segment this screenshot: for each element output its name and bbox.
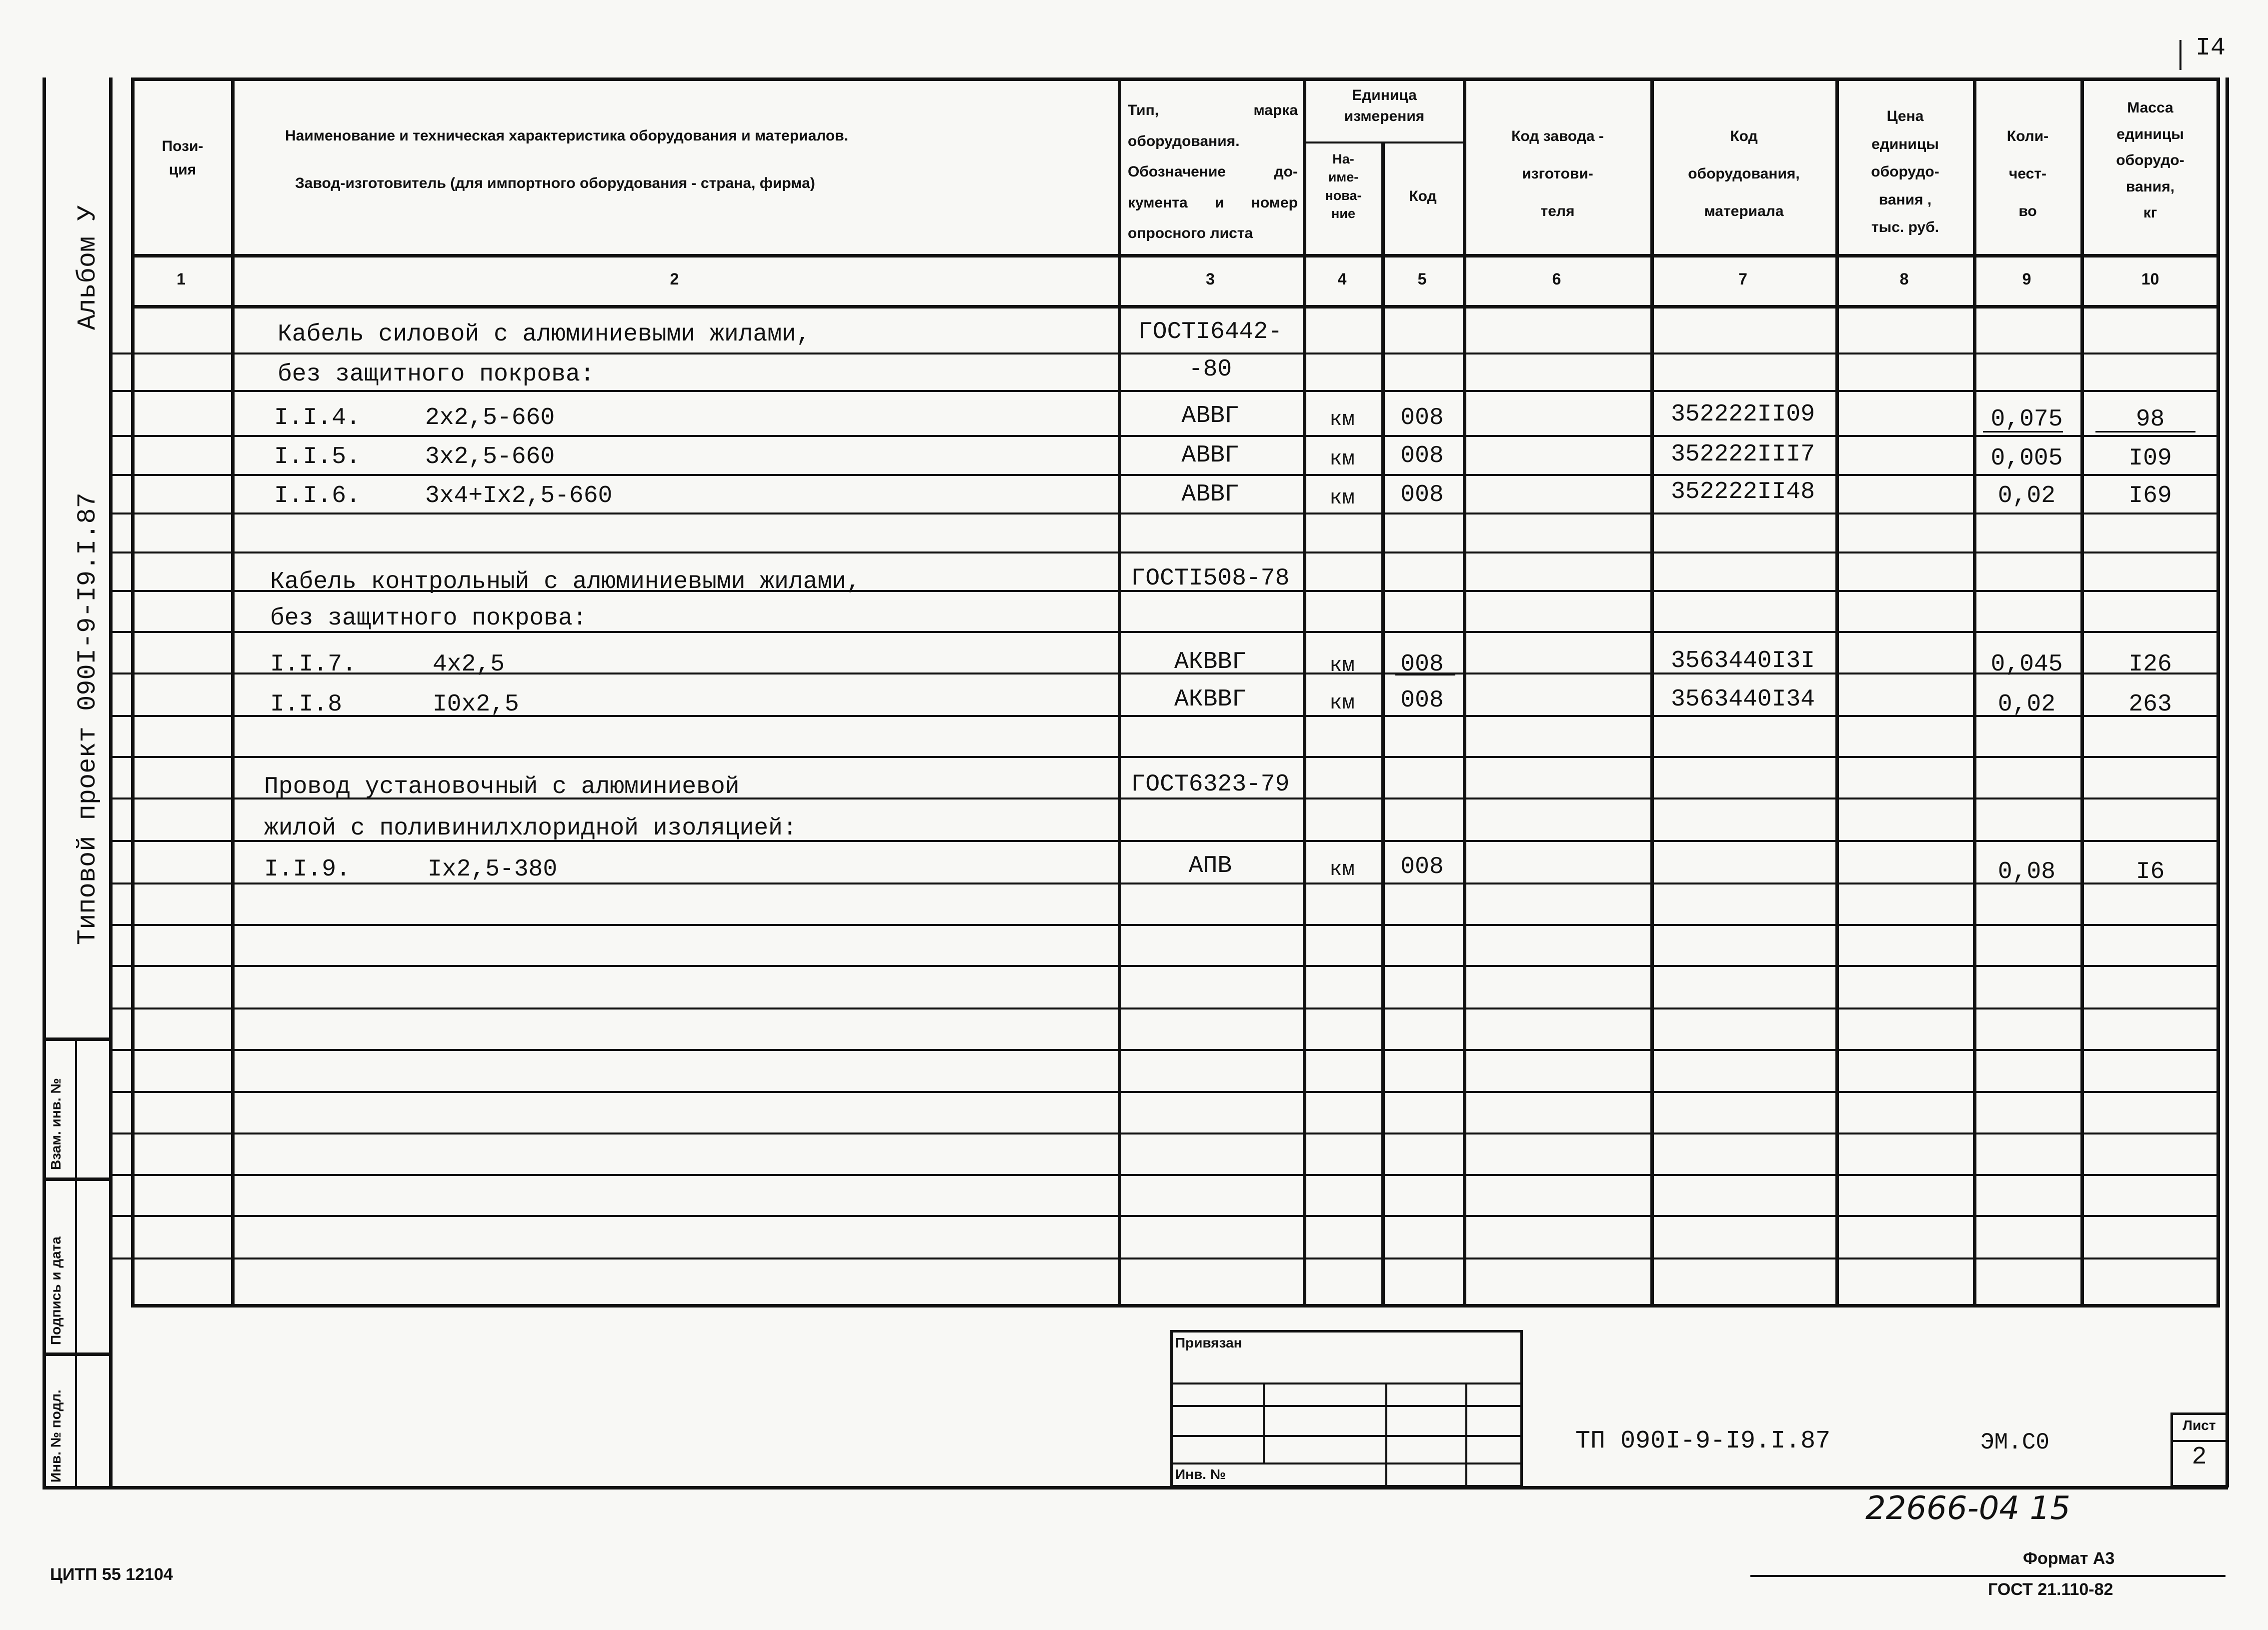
header-unit-code: Код bbox=[1409, 188, 1437, 204]
table-row-line bbox=[109, 715, 2220, 717]
row-equipment-code: 3563440I3I bbox=[1670, 648, 1815, 674]
col-line-7 bbox=[1835, 78, 1839, 1308]
inv-label: Инв. № bbox=[1175, 1466, 1226, 1482]
stamp-label-replace-inv: Взам. инв. № bbox=[48, 1078, 64, 1170]
row-quantity: 0,075 bbox=[1990, 406, 2063, 433]
table-row-line bbox=[109, 512, 2220, 514]
table-row-line bbox=[109, 756, 2220, 758]
row-unit-code: 008 bbox=[1400, 404, 1444, 432]
row-mass: 263 bbox=[2128, 691, 2172, 718]
col-num-5: 5 bbox=[1417, 270, 1427, 288]
row-quantity: 0,08 bbox=[1997, 858, 2056, 886]
row-name: жилой с поливинилхлоридной изоляцией: bbox=[264, 815, 797, 842]
col-num-7: 7 bbox=[1738, 270, 1747, 288]
table-row-line bbox=[109, 1049, 2220, 1051]
table-row-line bbox=[109, 965, 2220, 967]
row-name: 3x2,5-660 bbox=[425, 444, 555, 470]
row-unit-code: 008 bbox=[1400, 482, 1444, 508]
row-position: I.I.4. bbox=[274, 404, 361, 432]
row-equipment-code: 3563440I34 bbox=[1670, 686, 1815, 713]
row-unit-code: 008 bbox=[1400, 854, 1444, 880]
stamp-label-original-inv: Инв. № подл. bbox=[48, 1390, 64, 1482]
unit-group-divider bbox=[1305, 142, 1465, 144]
footer-line bbox=[1750, 1575, 2225, 1577]
row-unit: км bbox=[1329, 654, 1355, 678]
table-row-line bbox=[109, 552, 2220, 554]
table-row-line bbox=[109, 1258, 2220, 1260]
header-name-line1: Наименование и техническая характеристика оборудования и материалов. bbox=[285, 128, 849, 144]
footer-left-code: ЦИТП 55 12104 bbox=[50, 1565, 173, 1584]
doc-mark: ЭМ.С0 bbox=[1980, 1430, 2050, 1456]
row-unit: км bbox=[1329, 858, 1355, 882]
col-num-10: 10 bbox=[2141, 270, 2159, 288]
column-number-divider bbox=[131, 305, 2220, 308]
row-type: АПВ bbox=[1188, 852, 1232, 880]
row-equipment-code: 352222II48 bbox=[1670, 478, 1815, 506]
format-label: Формат А3 bbox=[2023, 1549, 2115, 1568]
table-row-line bbox=[109, 352, 2220, 354]
row-unit-code: 008 bbox=[1400, 687, 1444, 714]
code-underline bbox=[1395, 674, 1455, 676]
row-type: АВВГ bbox=[1181, 402, 1239, 430]
row-mass: I26 bbox=[2128, 651, 2172, 678]
row-type: ГОСТ6323-79 bbox=[1131, 771, 1290, 798]
row-name: Провод установочный с алюминиевой bbox=[264, 774, 740, 800]
stamp-inner-line bbox=[75, 1038, 77, 1488]
row-unit: км bbox=[1329, 486, 1355, 510]
header-unit-name: На- име- нова- ние bbox=[1325, 152, 1362, 222]
row-name: Кабель контрольный с алюминиевыми жилами, bbox=[270, 568, 861, 596]
row-mass: I6 bbox=[2135, 858, 2165, 886]
row-name: 3x4+Ix2,5-660 bbox=[425, 482, 613, 510]
sheet-number: 2 bbox=[2191, 1443, 2207, 1472]
row-position: I.I.8 bbox=[270, 691, 343, 718]
sheet-corner-number: I4 bbox=[2195, 34, 2226, 62]
header-factory-code: Код завода - изготови- теля bbox=[1511, 128, 1604, 220]
bottom-frame-line bbox=[43, 1486, 2228, 1490]
row-type: ГОСТI6442- bbox=[1138, 318, 1283, 346]
corner-mark bbox=[2179, 40, 2181, 70]
row-unit: км bbox=[1329, 447, 1355, 471]
header-position: Пози- ция bbox=[162, 138, 204, 178]
table-row-line bbox=[109, 474, 2220, 476]
table-row-line bbox=[109, 435, 2220, 437]
header-unit-group: Единица измерения bbox=[1344, 87, 1425, 124]
left-margin-line bbox=[43, 78, 46, 1488]
bound-col-2 bbox=[1385, 1382, 1387, 1488]
col-num-1: 1 bbox=[177, 270, 186, 288]
table-row-line bbox=[109, 390, 2220, 392]
header-type: Тип, марка оборудования. Обозначение до-кумента и номер опросного листа bbox=[1128, 102, 1298, 242]
header-quantity: Коли- чест- во bbox=[2006, 128, 2049, 220]
row-name: Кабель силовой с алюминиевыми жилами, bbox=[278, 321, 811, 348]
table-row-line bbox=[109, 1091, 2220, 1093]
table-row-line bbox=[109, 882, 2220, 884]
col-num-4: 4 bbox=[1337, 270, 1347, 288]
col-num-3: 3 bbox=[1206, 270, 1215, 288]
right-frame-line bbox=[2225, 78, 2229, 1488]
row-name: I0x2,5 bbox=[433, 691, 519, 718]
bound-col-3 bbox=[1465, 1382, 1467, 1488]
doc-code: ТП 090I-9-I9.I.87 bbox=[1575, 1427, 1831, 1456]
col-num-6: 6 bbox=[1552, 270, 1561, 288]
row-name: без защитного покрова: bbox=[278, 361, 595, 388]
row-quantity: 0,005 bbox=[1990, 445, 2063, 472]
row-name: Ix2,5-380 bbox=[428, 856, 558, 883]
row-quantity: 0,045 bbox=[1990, 651, 2063, 678]
bound-line-1 bbox=[1170, 1382, 1523, 1384]
row-position: I.I.5. bbox=[274, 444, 361, 470]
stamp-label-signature-date: Подпись и дата bbox=[48, 1236, 64, 1345]
header-name-line2: Завод-изготовитель (для импортного оборудования - страна, фирма) bbox=[295, 175, 815, 192]
row-unit: км bbox=[1329, 691, 1355, 715]
row-type: ГОСТI508-78 bbox=[1131, 565, 1290, 592]
row-position: I.I.7. bbox=[270, 651, 357, 678]
header-equipment-code: Код оборудования, материала bbox=[1688, 128, 1800, 220]
row-mass: I69 bbox=[2128, 482, 2172, 510]
row-position: I.I.6. bbox=[274, 482, 361, 510]
table-row-line bbox=[109, 1215, 2220, 1217]
row-name: 4x2,5 bbox=[433, 651, 505, 678]
table-row-line bbox=[109, 1132, 2220, 1134]
side-album-label: Альбом У bbox=[73, 205, 103, 330]
row-unit: км bbox=[1329, 408, 1355, 432]
row-mass: I09 bbox=[2128, 445, 2172, 472]
header-mass: Масса единицы оборудо- вания, кг bbox=[2116, 100, 2184, 221]
row-quantity: 0,02 bbox=[1997, 482, 2056, 510]
table-row-line bbox=[109, 1008, 2220, 1010]
archive-number: 22666-04 15 bbox=[1865, 1490, 2070, 1527]
row-unit-code: 008 bbox=[1400, 651, 1444, 678]
gost-label: ГОСТ 21.110-82 bbox=[1988, 1580, 2113, 1599]
col-num-8: 8 bbox=[1899, 270, 1909, 288]
mass-underline bbox=[2095, 431, 2195, 432]
row-mass: 98 bbox=[2135, 406, 2165, 433]
row-unit-code: 008 bbox=[1400, 442, 1444, 470]
row-type: АВВГ bbox=[1181, 442, 1239, 469]
bound-col-1 bbox=[1263, 1382, 1265, 1462]
side-project-label: Типовой проект 090I-9-I9.I.87 bbox=[73, 492, 103, 945]
col-num-9: 9 bbox=[2022, 270, 2031, 288]
header-divider bbox=[131, 254, 2220, 258]
col-line-1 bbox=[231, 78, 235, 1308]
bound-line-4 bbox=[1170, 1462, 1523, 1464]
col-num-2: 2 bbox=[670, 270, 679, 288]
bound-line-3 bbox=[1170, 1435, 1523, 1437]
row-equipment-code: 352222III7 bbox=[1670, 441, 1815, 468]
bound-line-2 bbox=[1170, 1405, 1523, 1407]
row-position: I.I.9. bbox=[264, 856, 351, 883]
bound-label: Привязан bbox=[1175, 1335, 1242, 1350]
row-name: 2x2,5-660 bbox=[425, 404, 555, 432]
left-stamp-line bbox=[109, 78, 113, 1488]
table-row-line bbox=[109, 1174, 2220, 1176]
table-row-line bbox=[109, 924, 2220, 926]
qty-underline bbox=[1983, 431, 2063, 432]
row-type: АКВВГ bbox=[1174, 648, 1247, 676]
row-type: АКВВГ bbox=[1174, 686, 1247, 713]
row-quantity: 0,02 bbox=[1997, 691, 2056, 718]
row-type: АВВГ bbox=[1181, 481, 1239, 508]
row-equipment-code: 352222II09 bbox=[1670, 401, 1815, 428]
sheet-box-divider bbox=[2170, 1440, 2228, 1442]
row-type: -80 bbox=[1188, 356, 1232, 383]
sheet-label: Лист bbox=[2182, 1418, 2216, 1433]
row-name: без защитного покрова: bbox=[270, 605, 587, 632]
col-line-5 bbox=[1463, 78, 1466, 1308]
header-price: Цена единицы оборудо- вания , тыс. руб. bbox=[1871, 108, 1939, 236]
